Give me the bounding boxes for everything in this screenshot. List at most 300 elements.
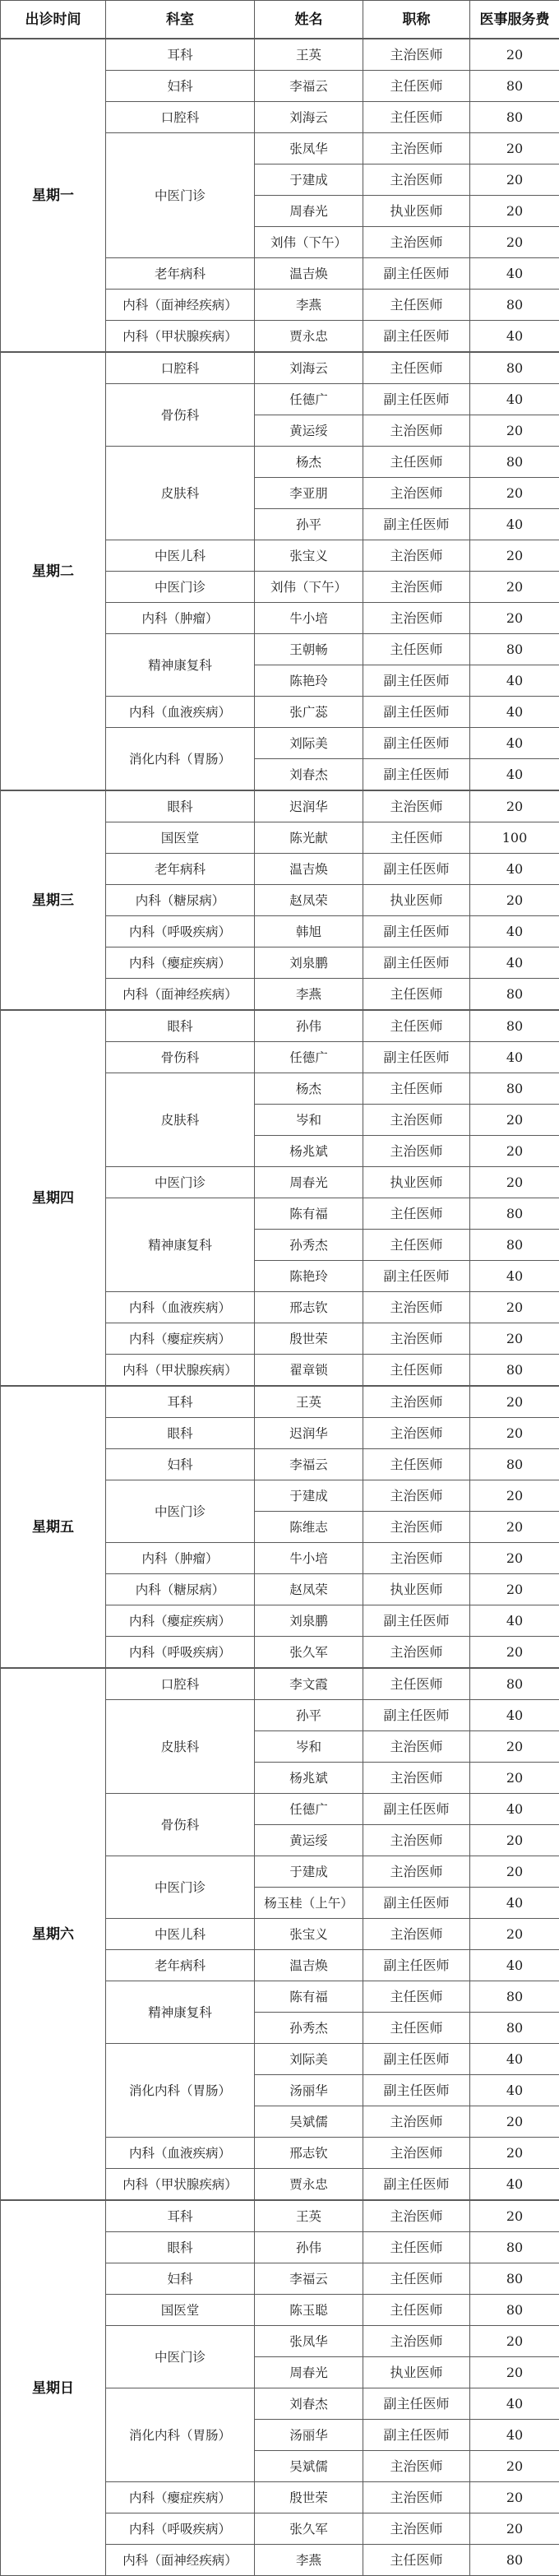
doctor-name-cell: 贾永忠 [255,321,363,353]
table-row [1,1386,559,1418]
department-cell: 口腔科 [106,102,255,133]
doctor-title-cell: 主任医师 [363,1230,470,1261]
doctor-name-cell: 李燕 [255,2545,363,2576]
department-cell: 国医堂 [106,822,255,854]
day-cell: 星期二 [1,352,106,790]
department-cell: 消化内科（胃肠） [106,2388,255,2482]
department-cell: 皮肤科 [106,1073,255,1167]
doctor-title-cell: 执业医师 [363,885,470,916]
service-fee-cell: 20 [470,133,559,164]
doctor-title-cell: 主治医师 [363,2482,470,2513]
doctor-name-cell: 刘际美 [255,2044,363,2075]
doctor-title-cell: 主治医师 [363,1323,470,1355]
department-cell: 国医堂 [106,2295,255,2326]
day-cell: 星期五 [1,1386,106,1668]
doctor-title-cell: 主任医师 [363,1198,470,1230]
doctor-title-cell: 主治医师 [363,2451,470,2482]
doctor-name-cell: 韩旭 [255,916,363,947]
service-fee-cell: 80 [470,2263,559,2295]
doctor-name-cell: 张久军 [255,2513,363,2545]
doctor-name-cell: 任德广 [255,1042,363,1073]
doctor-name-cell: 孙伟 [255,2232,363,2263]
day-cell: 星期一 [1,39,106,352]
doctor-title-cell: 主治医师 [363,227,470,258]
doctor-title-cell: 执业医师 [363,1574,470,1605]
doctor-name-cell: 杨兆斌 [255,1136,363,1167]
doctor-name-cell: 贾永忠 [255,2169,363,2201]
doctor-title-cell: 主任医师 [363,352,470,384]
doctor-title-cell: 执业医师 [363,2357,470,2388]
service-fee-cell: 80 [470,71,559,102]
service-fee-cell: 80 [470,352,559,384]
service-fee-cell: 40 [470,1794,559,1825]
table-row [1,1668,559,1700]
doctor-title-cell: 主治医师 [363,1919,470,1950]
department-cell: 内科（瘿症疾病） [106,2482,255,2513]
service-fee-cell: 20 [470,1919,559,1950]
department-cell: 妇科 [106,2263,255,2295]
department-cell: 口腔科 [106,1668,255,1700]
department-cell: 中医门诊 [106,133,255,258]
department-cell: 内科（糖尿病） [106,1574,255,1605]
department-cell: 消化内科（胃肠） [106,728,255,791]
doctor-title-cell: 主治医师 [363,2326,470,2357]
service-fee-cell: 40 [470,947,559,979]
day-cell: 星期三 [1,790,106,1010]
doctor-title-cell: 主任医师 [363,1355,470,1387]
day-cell: 星期六 [1,1668,106,2200]
doctor-name-cell: 李燕 [255,979,363,1011]
doctor-title-cell: 副主任医师 [363,697,470,728]
department-cell: 内科（甲状腺疾病） [106,2169,255,2201]
doctor-name-cell: 陈艳玲 [255,1261,363,1292]
doctor-name-cell: 任德广 [255,1794,363,1825]
service-fee-cell: 20 [470,39,559,71]
doctor-name-cell: 张久军 [255,1637,363,1669]
table-row [1,1010,559,1042]
doctor-name-cell: 刘伟（下午） [255,572,363,603]
doctor-name-cell: 于建成 [255,1480,363,1512]
department-cell: 口腔科 [106,352,255,384]
doctor-name-cell: 周春光 [255,1167,363,1198]
doctor-name-cell: 张凤华 [255,133,363,164]
doctor-name-cell: 杨兆斌 [255,1763,363,1794]
department-cell: 内科（瘿症疾病） [106,1323,255,1355]
doctor-name-cell: 牛小培 [255,1543,363,1574]
doctor-name-cell: 迟润华 [255,790,363,822]
doctor-title-cell: 副主任医师 [363,1794,470,1825]
doctor-name-cell: 温吉焕 [255,854,363,885]
service-fee-cell: 20 [470,1763,559,1794]
doctor-title-cell: 主任医师 [363,2263,470,2295]
doctor-title-cell: 主治医师 [363,1386,470,1418]
service-fee-cell: 40 [470,2075,559,2106]
doctor-title-cell: 主任医师 [363,1668,470,1700]
doctor-title-cell: 主治医师 [363,478,470,509]
department-cell: 内科（血液疾病） [106,1292,255,1323]
service-fee-cell: 80 [470,1981,559,2013]
service-fee-cell: 80 [470,2545,559,2576]
service-fee-cell: 20 [470,227,559,258]
table-row [1,39,559,71]
service-fee-cell: 20 [470,790,559,822]
doctor-title-cell: 副主任医师 [363,1042,470,1073]
doctor-title-cell: 主任医师 [363,2545,470,2576]
doctor-title-cell: 副主任医师 [363,2169,470,2201]
service-fee-cell: 40 [470,697,559,728]
department-cell: 皮肤科 [106,1700,255,1794]
service-fee-cell: 40 [470,321,559,353]
department-cell: 消化内科（胃肠） [106,2044,255,2138]
service-fee-cell: 40 [470,258,559,290]
doctor-name-cell: 杨杰 [255,447,363,478]
doctor-name-cell: 邢志钦 [255,2138,363,2169]
doctor-name-cell: 殷世荣 [255,2482,363,2513]
service-fee-cell: 20 [470,1136,559,1167]
doctor-title-cell: 副主任医师 [363,1888,470,1919]
doctor-title-cell: 副主任医师 [363,2044,470,2075]
doctor-name-cell: 刘海云 [255,352,363,384]
service-fee-cell: 20 [470,603,559,634]
header-name: 姓名 [255,1,363,39]
doctor-name-cell: 牛小培 [255,603,363,634]
service-fee-cell: 80 [470,290,559,321]
department-cell: 内科（甲状腺疾病） [106,321,255,353]
doctor-name-cell: 孙秀杰 [255,1230,363,1261]
service-fee-cell: 20 [470,2357,559,2388]
doctor-title-cell: 主任医师 [363,1010,470,1042]
department-cell: 内科（肿瘤） [106,603,255,634]
service-fee-cell: 20 [470,1574,559,1605]
department-cell: 中医门诊 [106,1167,255,1198]
service-fee-cell: 80 [470,1449,559,1480]
doctor-name-cell: 周春光 [255,196,363,227]
department-cell: 老年病科 [106,854,255,885]
doctor-name-cell: 汤丽华 [255,2420,363,2451]
doctor-name-cell: 温吉焕 [255,258,363,290]
department-cell: 皮肤科 [106,447,255,540]
header-visit-time: 出诊时间 [1,1,106,39]
table-header [1,1,559,39]
doctor-title-cell: 副主任医师 [363,2420,470,2451]
doctor-title-cell: 主任医师 [363,2232,470,2263]
table-body [1,39,559,2576]
doctor-title-cell: 主治医师 [363,133,470,164]
doctor-name-cell: 陈有福 [255,1198,363,1230]
header-department: 科室 [106,1,255,39]
service-fee-cell: 20 [470,2326,559,2357]
service-fee-cell: 40 [470,665,559,697]
service-fee-cell: 20 [470,1323,559,1355]
doctor-title-cell: 主治医师 [363,603,470,634]
department-cell: 内科（面神经疾病） [106,979,255,1011]
doctor-title-cell: 主任医师 [363,447,470,478]
service-fee-cell: 40 [470,728,559,759]
department-cell: 耳科 [106,39,255,71]
doctor-name-cell: 陈艳玲 [255,665,363,697]
service-fee-cell: 40 [470,1261,559,1292]
doctor-title-cell: 主任医师 [363,2295,470,2326]
service-fee-cell: 20 [470,2513,559,2545]
department-cell: 内科（呼吸疾病） [106,1637,255,1669]
service-fee-cell: 80 [470,979,559,1011]
service-fee-cell: 40 [470,2388,559,2420]
doctor-name-cell: 刘际美 [255,728,363,759]
doctor-title-cell: 副主任医师 [363,854,470,885]
doctor-name-cell: 于建成 [255,164,363,196]
doctor-name-cell: 吴斌儒 [255,2451,363,2482]
doctor-title-cell: 副主任医师 [363,916,470,947]
doctor-name-cell: 孙平 [255,1700,363,1731]
service-fee-cell: 20 [470,2482,559,2513]
doctor-title-cell: 主任医师 [363,822,470,854]
doctor-title-cell: 副主任医师 [363,1605,470,1637]
department-cell: 内科（甲状腺疾病） [106,1355,255,1387]
doctor-title-cell: 副主任医师 [363,384,470,415]
department-cell: 精神康复科 [106,1981,255,2044]
service-fee-cell: 20 [470,1856,559,1888]
doctor-title-cell: 主治医师 [363,2200,470,2232]
doctor-name-cell: 岑和 [255,1105,363,1136]
service-fee-cell: 40 [470,2169,559,2201]
doctor-name-cell: 李亚朋 [255,478,363,509]
service-fee-cell: 40 [470,1888,559,1919]
service-fee-cell: 20 [470,196,559,227]
doctor-title-cell: 主治医师 [363,1637,470,1669]
department-cell: 妇科 [106,71,255,102]
doctor-name-cell: 张广蕊 [255,697,363,728]
service-fee-cell: 20 [470,1418,559,1449]
doctor-name-cell: 于建成 [255,1856,363,1888]
department-cell: 内科（肿瘤） [106,1543,255,1574]
doctor-name-cell: 刘春杰 [255,2388,363,2420]
department-cell: 骨伤科 [106,384,255,447]
doctor-name-cell: 杨杰 [255,1073,363,1105]
doctor-name-cell: 翟章锁 [255,1355,363,1387]
doctor-title-cell: 主治医师 [363,540,470,572]
department-cell: 中医儿科 [106,540,255,572]
service-fee-cell: 80 [470,1198,559,1230]
department-cell: 耳科 [106,2200,255,2232]
doctor-name-cell: 刘泉鹏 [255,1605,363,1637]
doctor-title-cell: 副主任医师 [363,665,470,697]
day-cell: 星期四 [1,1010,106,1386]
doctor-name-cell: 张凤华 [255,2326,363,2357]
service-fee-cell: 100 [470,822,559,854]
doctor-title-cell: 主任医师 [363,1449,470,1480]
service-fee-cell: 20 [470,2106,559,2138]
department-cell: 中医儿科 [106,1919,255,1950]
department-cell: 内科（面神经疾病） [106,2545,255,2576]
department-cell: 耳科 [106,1386,255,1418]
service-fee-cell: 80 [470,1668,559,1700]
doctor-name-cell: 王英 [255,2200,363,2232]
department-cell: 眼科 [106,2232,255,2263]
service-fee-cell: 20 [470,1292,559,1323]
service-fee-cell: 40 [470,1605,559,1637]
service-fee-cell: 20 [470,1731,559,1763]
department-cell: 内科（呼吸疾病） [106,916,255,947]
service-fee-cell: 40 [470,1700,559,1731]
doctor-name-cell: 任德广 [255,384,363,415]
service-fee-cell: 20 [470,164,559,196]
service-fee-cell: 20 [470,1825,559,1856]
department-cell: 内科（面神经疾病） [106,290,255,321]
doctor-name-cell: 王英 [255,1386,363,1418]
service-fee-cell: 80 [470,447,559,478]
doctor-name-cell: 陈光献 [255,822,363,854]
doctor-title-cell: 主治医师 [363,572,470,603]
doctor-title-cell: 主治医师 [363,39,470,71]
doctor-name-cell: 陈玉聪 [255,2295,363,2326]
doctor-title-cell: 主任医师 [363,102,470,133]
doctor-name-cell: 黄运绥 [255,1825,363,1856]
doctor-title-cell: 副主任医师 [363,2075,470,2106]
doctor-name-cell: 刘泉鹏 [255,947,363,979]
doctor-title-cell: 主治医师 [363,790,470,822]
service-fee-cell: 80 [470,2232,559,2263]
doctor-title-cell: 副主任医师 [363,728,470,759]
department-cell: 妇科 [106,1449,255,1480]
service-fee-cell: 40 [470,1950,559,1981]
service-fee-cell: 20 [470,1480,559,1512]
department-cell: 眼科 [106,1418,255,1449]
department-cell: 中医门诊 [106,572,255,603]
doctor-title-cell: 主任医师 [363,71,470,102]
doctor-title-cell: 主治医师 [363,164,470,196]
doctor-title-cell: 主治医师 [363,1763,470,1794]
department-cell: 中医门诊 [106,1480,255,1543]
service-fee-cell: 20 [470,1543,559,1574]
doctor-name-cell: 李燕 [255,290,363,321]
service-fee-cell: 80 [470,1073,559,1105]
doctor-title-cell: 主治医师 [363,1731,470,1763]
service-fee-cell: 20 [470,1386,559,1418]
doctor-title-cell: 主任医师 [363,1073,470,1105]
header-service-fee: 医事服务费 [470,1,559,39]
day-cell: 星期日 [1,2200,106,2576]
service-fee-cell: 80 [470,634,559,665]
doctor-name-cell: 刘春杰 [255,759,363,791]
department-cell: 内科（瘿症疾病） [106,1605,255,1637]
department-cell: 中医门诊 [106,1856,255,1919]
doctor-name-cell: 邢志钦 [255,1292,363,1323]
doctor-name-cell: 周春光 [255,2357,363,2388]
doctor-title-cell: 主任医师 [363,2013,470,2044]
doctor-title-cell: 主治医师 [363,1136,470,1167]
department-cell: 眼科 [106,1010,255,1042]
doctor-title-cell: 副主任医师 [363,1700,470,1731]
doctor-name-cell: 温吉焕 [255,1950,363,1981]
department-cell: 内科（血液疾病） [106,697,255,728]
doctor-title-cell: 主治医师 [363,1543,470,1574]
doctor-title-cell: 主治医师 [363,2138,470,2169]
service-fee-cell: 80 [470,1355,559,1387]
doctor-name-cell: 黄运绥 [255,415,363,447]
header-title: 职称 [363,1,470,39]
service-fee-cell: 20 [470,1512,559,1543]
service-fee-cell: 40 [470,384,559,415]
table-row [1,2200,559,2232]
department-cell: 精神康复科 [106,1198,255,1292]
service-fee-cell: 80 [470,2295,559,2326]
doctor-title-cell: 主治医师 [363,415,470,447]
department-cell: 内科（呼吸疾病） [106,2513,255,2545]
doctor-name-cell: 孙伟 [255,1010,363,1042]
service-fee-cell: 20 [470,1637,559,1669]
doctor-title-cell: 副主任医师 [363,258,470,290]
doctor-title-cell: 主治医师 [363,1105,470,1136]
doctor-name-cell: 张宝义 [255,1919,363,1950]
table-row [1,790,559,822]
doctor-name-cell: 刘伟（下午） [255,227,363,258]
doctor-title-cell: 主任医师 [363,290,470,321]
service-fee-cell: 20 [470,2138,559,2169]
department-cell: 老年病科 [106,1950,255,1981]
service-fee-cell: 40 [470,509,559,540]
service-fee-cell: 80 [470,2013,559,2044]
service-fee-cell: 20 [470,2200,559,2232]
doctor-name-cell: 岑和 [255,1731,363,1763]
doctor-title-cell: 主治医师 [363,1512,470,1543]
header-row [1,1,559,39]
doctor-title-cell: 主任医师 [363,1981,470,2013]
service-fee-cell: 40 [470,2044,559,2075]
doctor-name-cell: 殷世荣 [255,1323,363,1355]
department-cell: 内科（瘿症疾病） [106,947,255,979]
service-fee-cell: 80 [470,1230,559,1261]
doctor-name-cell: 杨玉桂（上午） [255,1888,363,1919]
service-fee-cell: 20 [470,572,559,603]
doctor-name-cell: 孙平 [255,509,363,540]
doctor-name-cell: 迟润华 [255,1418,363,1449]
doctor-name-cell: 李文霞 [255,1668,363,1700]
doctor-title-cell: 副主任医师 [363,321,470,353]
doctor-title-cell: 副主任医师 [363,1950,470,1981]
doctor-name-cell: 李福云 [255,1449,363,1480]
service-fee-cell: 20 [470,478,559,509]
doctor-name-cell: 李福云 [255,71,363,102]
service-fee-cell: 20 [470,415,559,447]
service-fee-cell: 20 [470,2451,559,2482]
doctor-name-cell: 王英 [255,39,363,71]
doctor-name-cell: 孙秀杰 [255,2013,363,2044]
doctor-title-cell: 副主任医师 [363,759,470,791]
doctor-name-cell: 陈维志 [255,1512,363,1543]
service-fee-cell: 80 [470,1010,559,1042]
service-fee-cell: 20 [470,1105,559,1136]
doctor-name-cell: 张宝义 [255,540,363,572]
service-fee-cell: 20 [470,885,559,916]
department-cell: 中医门诊 [106,2326,255,2388]
department-cell: 精神康复科 [106,634,255,697]
doctor-title-cell: 副主任医师 [363,1261,470,1292]
department-cell: 内科（糖尿病） [106,885,255,916]
doctor-title-cell: 副主任医师 [363,509,470,540]
doctor-name-cell: 刘海云 [255,102,363,133]
doctor-title-cell: 主任医师 [363,979,470,1011]
doctor-title-cell: 主治医师 [363,1418,470,1449]
service-fee-cell: 80 [470,102,559,133]
doctor-title-cell: 副主任医师 [363,2388,470,2420]
department-cell: 骨伤科 [106,1794,255,1856]
service-fee-cell: 40 [470,1042,559,1073]
doctor-title-cell: 执业医师 [363,1167,470,1198]
service-fee-cell: 40 [470,759,559,791]
doctor-title-cell: 主治医师 [363,2106,470,2138]
doctor-title-cell: 副主任医师 [363,947,470,979]
doctor-name-cell: 李福云 [255,2263,363,2295]
